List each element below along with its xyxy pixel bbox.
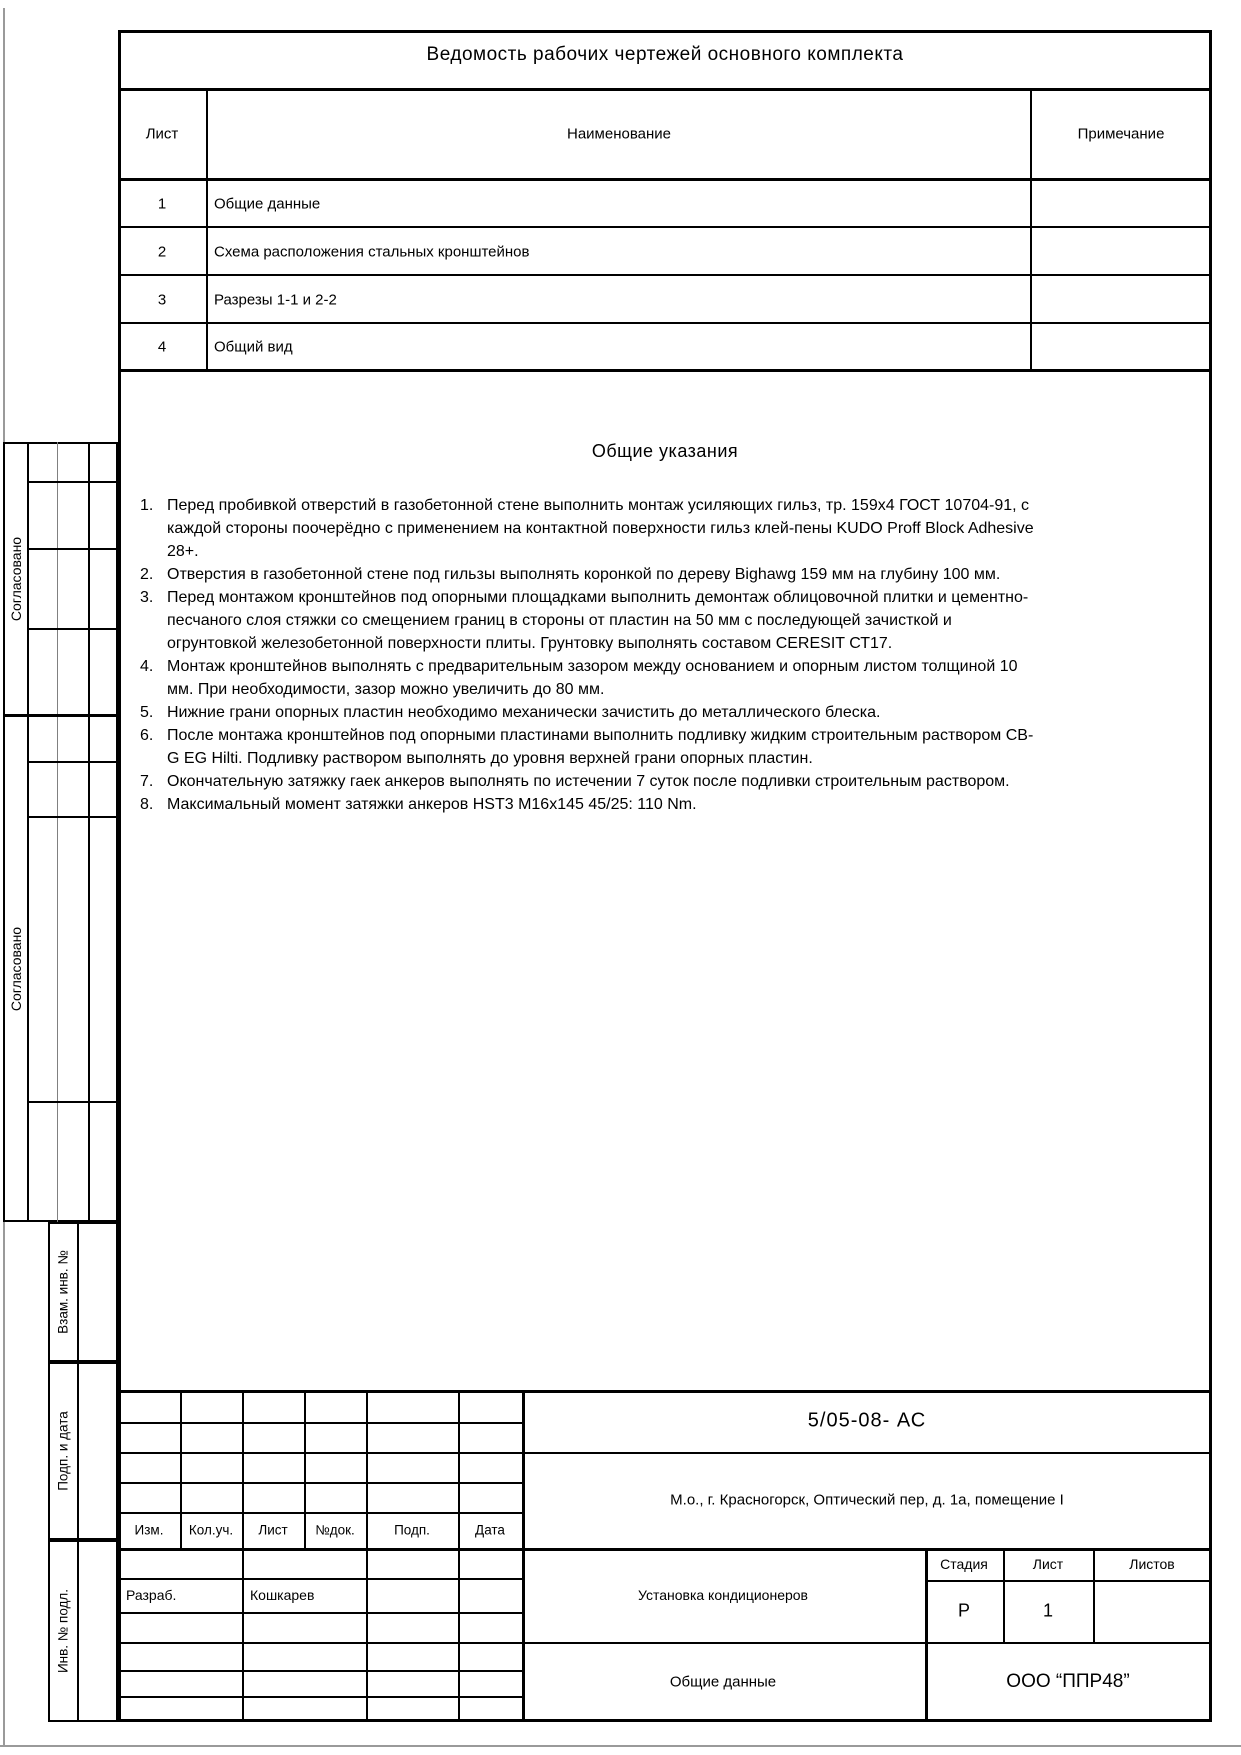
doc-number: 5/05-08- АС (807, 1409, 927, 1432)
sheet-label: Лист (1032, 1556, 1064, 1572)
title-block-line (180, 1390, 182, 1548)
col-kol-uch: Кол.уч. (188, 1522, 234, 1538)
note-number: 4. (140, 658, 154, 675)
sheets-label: Листов (1129, 1556, 1175, 1572)
register-line (118, 178, 1212, 181)
vzam-inv-line (77, 1222, 79, 1362)
vzam-inv-label: Взам. инв. № (55, 1250, 71, 1334)
note-item (140, 494, 1045, 563)
register-line (118, 274, 1212, 276)
register-line (1030, 91, 1032, 372)
title-block-line (522, 1390, 525, 1722)
register-col-name: Наименование (567, 125, 671, 143)
col-data: Дата (475, 1522, 505, 1538)
approval-strip-line (88, 442, 90, 1222)
note-number: 8. (140, 796, 154, 813)
title-block-line (925, 1548, 928, 1722)
note-text: Окончательную затяжку гаек анкеров выполнять по истечении 7 суток после подливки строительным раствором. (167, 773, 1010, 790)
project-title: Установка кондиционеров (637, 1587, 809, 1603)
note-number: 3. (140, 589, 154, 606)
podp-data-line (77, 1362, 79, 1540)
col-n-dok: №док. (315, 1522, 355, 1538)
register-row-sheet: 3 (157, 291, 167, 309)
agreed-label-bottom: Согласовано (8, 926, 24, 1012)
developer-role: Разраб. (126, 1587, 177, 1603)
object-location: М.о., г. Красногорск, Оптический пер, д. 1а, помещение I (670, 1491, 1064, 1509)
title-block-line (118, 1670, 522, 1672)
register-row-name: Схема расположения стальных кронштейнов (214, 243, 530, 261)
register-row-sheet: 4 (157, 338, 167, 356)
note-item (140, 770, 1045, 793)
approval-strip-line (28, 628, 118, 630)
approval-strip-line (28, 816, 118, 818)
register-row-name: Разрезы 1-1 и 2-2 (214, 291, 337, 309)
note-text: Монтаж кронштейнов выполнять с предварительным зазором между основанием и опорным листом толщиной 10 мм. При необходимости, зазор можно увеличить до 80 мм. (167, 658, 1018, 698)
note-item (140, 724, 1045, 770)
agreed-label-top: Согласовано (8, 536, 24, 622)
note-text: Перед пробивкой отверстий в газобетонной стене выполнить монтаж усиляющих гильз, тр. 159х4 ГОСТ 10704-91, с каждой стороны поочерёдно с применением на контактной поверхности гильз клей-пены KUDO Proff Block Adhesive 28+. (167, 497, 1034, 560)
title-block-line (242, 1390, 244, 1722)
col-podp: Подп. (394, 1522, 430, 1538)
register-row-sheet: 1 (157, 195, 167, 213)
approval-strip-line (28, 548, 118, 550)
podp-data-label: Подп. и дата (55, 1411, 71, 1491)
title-block-line (1093, 1548, 1095, 1642)
title-block-line (458, 1390, 460, 1722)
col-list: Лист (258, 1522, 288, 1538)
stage-label: Стадия (940, 1556, 988, 1572)
approval-strip-line (3, 714, 118, 717)
company-name: ООО “ППР48” (1006, 1671, 1130, 1692)
note-item (140, 655, 1045, 701)
note-number: 5. (140, 704, 154, 721)
approval-strip-line (28, 761, 118, 763)
col-izm: Изм. (134, 1522, 164, 1538)
note-text: Максимальный момент затяжки анкеров HST3 M16x145 45/25: 110 Nm. (167, 796, 697, 813)
title-block-line (118, 1422, 522, 1424)
register-line (118, 226, 1212, 228)
register-line (118, 88, 1212, 91)
register-row-name: Общий вид (214, 338, 293, 356)
register-col-sheet: Лист (145, 125, 179, 143)
note-text: После монтажа кронштейнов под опорными пластинами выполнить подливку жидким строительным раствором CB-G EG Hilti. Подливку раствором выполнять до уровня верхней грани опорных пластин. (167, 727, 1034, 767)
title-block-line (304, 1390, 306, 1548)
register-title: Ведомость рабочих чертежей основного комплекта (426, 44, 904, 65)
sheet-value: 1 (1042, 1600, 1054, 1621)
approval-strip-line (28, 1101, 118, 1103)
note-item (140, 586, 1045, 655)
inv-podl-label: Инв. № подл. (55, 1588, 71, 1674)
title-block-line (118, 1548, 1212, 1551)
notes-list (140, 494, 1045, 816)
title-block-line (925, 1580, 1212, 1582)
stage-value: Р (957, 1600, 971, 1621)
title-block-line (118, 1642, 1212, 1644)
register-row-sheet: 2 (157, 243, 167, 261)
note-text: Нижние грани опорных пластин необходимо механически зачистить до металлического блеска. (167, 704, 881, 721)
note-number: 1. (140, 497, 154, 514)
title-block-line (366, 1390, 368, 1722)
approval-strip-line (57, 442, 58, 1222)
note-text: Перед монтажом кронштейнов под опорными площадками выполнить демонтаж облицовочной плитки и цементно-песчаного слоя стяжки со смещением границ в стороны от пластин на 50 мм с последующей зачисткой и огрунтовкой железобетонной поверхности плиты. Грунтовку выполнять составом CERESIT СТ17. (167, 589, 1029, 652)
register-line (118, 369, 1212, 372)
title-block-line (118, 1696, 522, 1698)
note-number: 2. (140, 566, 154, 583)
note-item (140, 701, 1045, 724)
title-block-line (118, 1512, 522, 1514)
approval-strip-line (27, 442, 29, 1222)
title-block-line (118, 1612, 522, 1614)
inv-podl-line (77, 1540, 79, 1722)
notes-title: Общие указания (591, 441, 739, 461)
page-edge-bottom (0, 1745, 1241, 1747)
approval-strip-line (28, 481, 118, 483)
sheet-title: Общие данные (669, 1673, 777, 1691)
note-number: 7. (140, 773, 154, 790)
title-block-line (118, 1452, 1212, 1454)
developer-name: Кошкарев (250, 1587, 315, 1603)
register-col-note: Примечание (1077, 125, 1165, 143)
title-block-line (118, 1482, 522, 1484)
title-block-line (1003, 1548, 1005, 1642)
register-row-name: Общие данные (214, 195, 321, 213)
note-number: 6. (140, 727, 154, 744)
note-text: Отверстия в газобетонной стене под гильзы выполнять коронкой по дереву Bighawg 159 мм на глубину 100 мм. (167, 566, 1001, 583)
register-line (206, 91, 208, 372)
note-item (140, 563, 1045, 586)
title-block-line (118, 1578, 522, 1580)
register-line (118, 322, 1212, 324)
note-item (140, 793, 1045, 816)
